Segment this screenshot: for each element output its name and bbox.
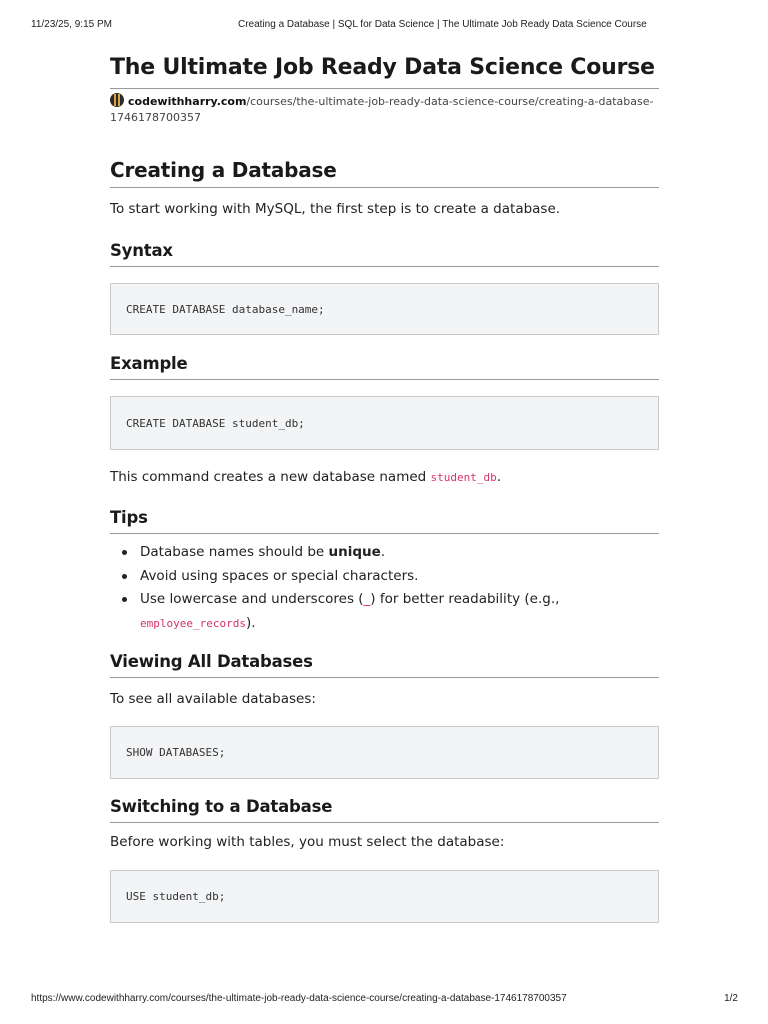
tips-heading: Tips xyxy=(110,507,659,534)
source-domain[interactable]: codewithharry.com xyxy=(128,95,247,108)
tip-text: Database names should be xyxy=(140,544,329,560)
print-title: Creating a Database | SQL for Data Science | The Ultimate Job Ready Data Science Course xyxy=(238,19,647,30)
page-number: 1/2 xyxy=(724,993,738,1004)
article-heading: Creating a Database xyxy=(110,158,659,188)
tip-text-mid: ) for better readability (e.g., xyxy=(370,591,560,607)
inline-code-employee-records: employee_records xyxy=(140,616,246,630)
print-date: 11/23/25, 9:15 PM xyxy=(31,19,112,30)
tip-item-spaces: Avoid using spaces or special characters. xyxy=(140,565,659,589)
print-url: https://www.codewithharry.com/courses/the-ultimate-job-ready-data-science-course/creating-a-database-1746178700357 xyxy=(31,993,567,1004)
page-content xyxy=(110,54,659,923)
viewing-code: SHOW DATABASES; xyxy=(126,746,226,759)
tip-item-unique xyxy=(140,541,659,565)
switching-text: Before working with tables, you must select the database: xyxy=(110,834,505,850)
syntax-heading: Syntax xyxy=(110,240,659,267)
example-note-text: This command creates a new database named xyxy=(110,469,431,485)
tip-text-end: ). xyxy=(245,614,256,631)
tip-bold-unique: unique xyxy=(328,544,381,560)
codewithharry-logo-icon xyxy=(110,93,124,107)
viewing-heading: Viewing All Databases xyxy=(110,651,659,678)
tips-list xyxy=(110,541,659,635)
example-code: CREATE DATABASE student_db; xyxy=(126,416,305,430)
tip-item-lowercase xyxy=(140,588,659,635)
tip-text-end: . xyxy=(380,544,386,560)
source-path-cont[interactable]: 1746178700357 xyxy=(110,111,201,124)
example-note xyxy=(110,467,659,488)
switching-code: USE student_db; xyxy=(126,890,226,903)
tip-text: Use lowercase and underscores ( xyxy=(140,591,364,607)
viewing-code-block xyxy=(110,726,659,779)
print-footer xyxy=(0,993,768,1007)
example-code-block xyxy=(110,396,659,450)
page-title: The Ultimate Job Ready Data Science Course xyxy=(110,54,659,89)
example-heading: Example xyxy=(110,353,659,380)
source-link[interactable] xyxy=(110,93,659,126)
inline-code-student-db: student_db xyxy=(430,471,497,484)
viewing-text: To see all available databases: xyxy=(110,691,316,707)
syntax-code-block xyxy=(110,283,659,335)
intro-text: To start working with MySQL, the first step is to create a database. xyxy=(110,201,561,217)
print-header xyxy=(0,19,768,33)
syntax-code: CREATE DATABASE database_name; xyxy=(126,302,325,316)
switching-heading: Switching to a Database xyxy=(110,796,659,823)
switching-code-block xyxy=(110,870,659,923)
example-note-end: . xyxy=(496,469,502,485)
source-path[interactable]: /courses/the-ultimate-job-ready-data-science-course/creating-a-database- xyxy=(246,95,654,108)
tip-underscore: _ xyxy=(363,591,371,607)
